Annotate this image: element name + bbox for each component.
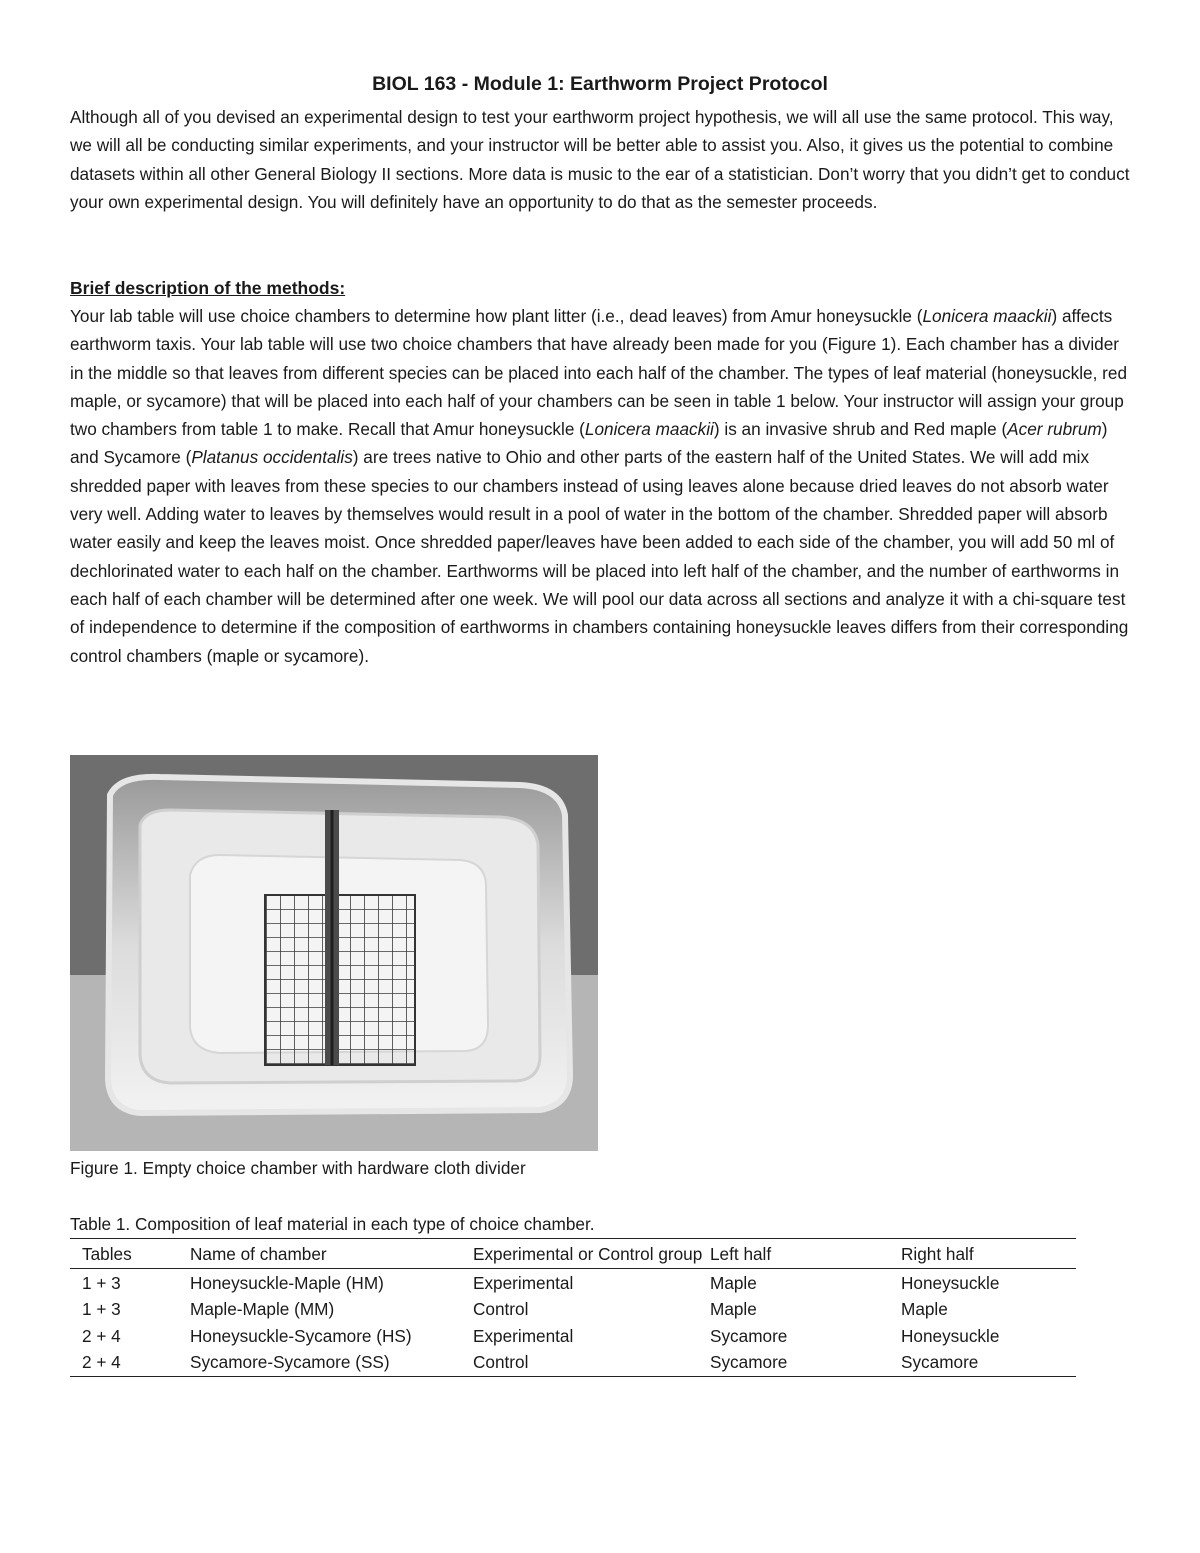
- methods-text: ) are trees native to Ohio and other parts of the eastern half of the United States. We will add mix shredded paper with leaves from these species to our chambers instead of using leaves alone because dried leaves do not absorb water very well. Adding water to leaves by themselves would result in a pool of water in the bottom of the chamber. Shredded paper will absorb water easily and keep the leaves moist. Once shredded paper/leaves have been added to each side of the chamber, you will add 50 ml of dechlorinated water to each half on the chamber. Earthworms will be placed into left half of the chamber, and the number of earthworms in each half of each chamber will be determined after one week. We will pool our data across all sections and analyze it with a chi-square test of independence to determine if the composition of earthworms in chambers containing honeysuckle leaves differs from their corresponding control chambers (maple or sycamore).: [70, 447, 1129, 666]
- table-cell: Honeysuckle: [901, 1325, 1000, 1346]
- table-cell: 2 + 4: [82, 1325, 121, 1346]
- table-caption: Table 1. Composition of leaf material in each type of choice chamber.: [70, 1214, 595, 1234]
- column-header: Right half: [901, 1239, 1076, 1269]
- species-name: Platanus occidentalis: [191, 447, 353, 468]
- species-name: Lonicera maackii: [922, 306, 1052, 326]
- table-cell: 1 + 3: [82, 1272, 121, 1293]
- table-cell: Maple: [710, 1272, 757, 1293]
- table-cell: Honeysuckle-Sycamore (HS): [190, 1325, 412, 1346]
- table-row: [70, 1296, 1076, 1323]
- table-cell: Sycamore: [710, 1325, 788, 1346]
- methods-text: ) is an invasive shrub and Red maple (: [713, 419, 1008, 440]
- table-cell: Sycamore: [901, 1352, 979, 1372]
- table-cell: Honeysuckle-Maple (HM): [190, 1272, 384, 1293]
- table-cell: Sycamore-Sycamore (SS): [190, 1352, 390, 1372]
- table-row: [70, 1268, 1076, 1296]
- species-name: Lonicera maackii: [584, 419, 714, 440]
- methods-text: Your lab table will use choice chambers to determine how plant litter (i.e., dead leaves) from Amur honeysuckle (: [70, 306, 923, 326]
- page-title: BIOL 163 - Module 1: Earthworm Project Protocol: [372, 73, 828, 95]
- table-cell: 2 + 4: [82, 1352, 121, 1372]
- table-row: [70, 1349, 1076, 1376]
- column-header: Left half: [710, 1239, 901, 1269]
- table-row: [70, 1323, 1076, 1350]
- table-cell: Sycamore: [710, 1352, 788, 1372]
- methods-paragraph: [70, 302, 1135, 670]
- species-name: Acer rubrum: [1007, 419, 1102, 440]
- column-header: Name of chamber: [190, 1239, 473, 1269]
- leaf-composition-table: [70, 1238, 1076, 1377]
- choice-chamber-photo: [70, 755, 598, 1151]
- table-cell: Honeysuckle: [901, 1272, 1000, 1293]
- table-header-row: [70, 1239, 1076, 1269]
- methods-heading: Brief description of the methods:: [70, 278, 346, 298]
- methods-text: ) and Sycamore (: [70, 419, 1108, 468]
- methods-text: ) affects earthworm taxis. Your lab table will use two choice chambers that have already been made for you (Figure 1). Each chamber has a divider in the middle so that leaves from different species can be placed into each half of the chamber. The types of leaf material (honeysuckle, red maple, or sycamore) that will be placed into each half of your chambers can be seen in table 1 below. Your instructor will assign your group two chambers from table 1 to make. Recall that Amur honeysuckle (: [70, 306, 1127, 440]
- column-header: Experimental or Control group: [473, 1239, 710, 1269]
- table-cell: Experimental: [473, 1272, 574, 1293]
- figure-caption: Figure 1. Empty choice chamber with hardware cloth divider: [70, 1158, 526, 1178]
- table-cell: Experimental: [473, 1325, 574, 1346]
- table-cell: 1 + 3: [82, 1299, 121, 1319]
- table-cell: Control: [473, 1299, 529, 1319]
- table-cell: Maple: [710, 1299, 757, 1319]
- table-cell: Control: [473, 1352, 529, 1372]
- table-cell: Maple: [901, 1299, 948, 1319]
- intro-paragraph: Although all of you devised an experimental design to test your earthworm project hypothesis, we will all use the same protocol. This way, we will all be conducting similar experiments, and your instructor will be better able to assist you. Also, it gives us the potential to combine datasets within all other General Biology II sections. More data is music to the ear of a statistician. Don’t worry that you didn’t get to conduct your own experimental design. You will definitely have an opportunity to do that as the semester proceeds.: [70, 107, 1130, 212]
- column-header: Tables: [70, 1239, 190, 1269]
- choice-chamber-illustration: [70, 755, 598, 1151]
- table-cell: Maple-Maple (MM): [190, 1299, 335, 1319]
